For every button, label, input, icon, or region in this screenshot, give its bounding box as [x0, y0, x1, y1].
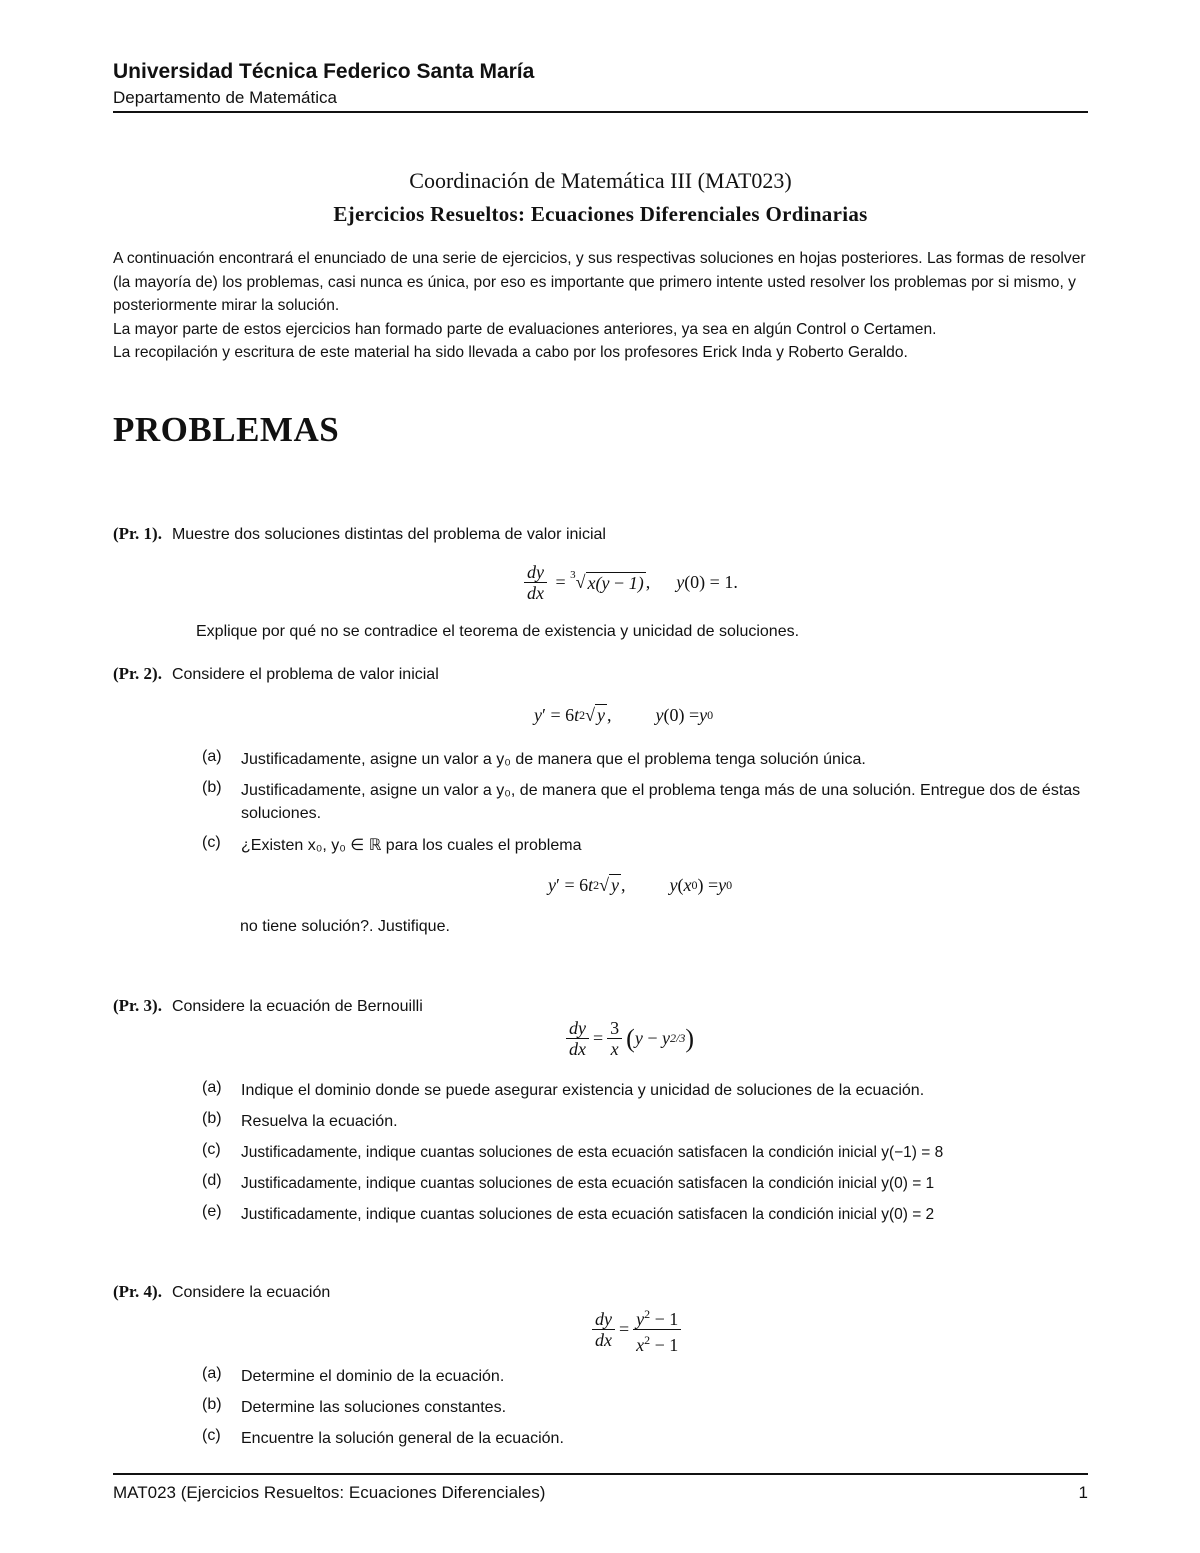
item-text: Justificadamente, asigne un valor a y₀ de manera que el problema tenga solución única. [241, 751, 866, 768]
header-rule [113, 111, 1088, 113]
item-text: Justificadamente, indique cuantas soluciones de esta ecuación satisfacen la condición inicial y(−1) = 8 [241, 1144, 944, 1161]
item-label: (a) [202, 1365, 222, 1382]
item-text: Determine el dominio de la ecuación. [241, 1368, 505, 1385]
item-text: ¿Existen x₀, y₀ ∈ ℝ para los cuales el problema [241, 837, 582, 854]
problem-1-statement [113, 524, 606, 544]
item-text: Justificadamente, indique cuantas soluciones de esta ecuación satisfacen la condición inicial y(0) = 2 [241, 1206, 935, 1223]
problem-2-closing: no tiene solución?. Justifique. [240, 918, 450, 935]
item-label: (d) [202, 1172, 222, 1189]
problem-1-note: Explique por qué no se contradice el teorema de existencia y unicidad de soluciones. [196, 623, 800, 640]
problem-3-statement [113, 996, 423, 1016]
document-title: Ejercicios Resueltos: Ecuaciones Diferenciales Ordinarias [333, 202, 868, 226]
item-text: Justificadamente, asigne un valor a y₀, de manera que el problema tenga más de una solución. Entregue dos de éstas soluciones. [241, 782, 1081, 822]
problem-2-statement [113, 664, 439, 684]
problem-text: Muestre dos soluciones distintas del problema de valor inicial [171, 526, 606, 543]
equation-p4: $\frac{dy}{dx}$ = $\frac{y^2 - 1}{x^2 - 1}$ [588, 1304, 685, 1355]
item-label: (c) [202, 1141, 221, 1158]
item-label: (b) [202, 779, 222, 796]
problem-text: Considere la ecuación [171, 1284, 331, 1301]
problem-text: Considere la ecuación de Bernouilli [171, 998, 423, 1015]
footer-rule [113, 1473, 1088, 1475]
item-label: (a) [202, 1079, 222, 1096]
intro-paragraph: A continuación encontrará el enunciado de una serie de ejercicios, y sus respectivas soluciones en hojas posteriores. Las formas de resolver (la mayoría de) los problemas, casi nunca es única, por eso es importante que primero intente usted resolver los problemas por si mismo, y posteriormente mirar la solución. [113, 250, 1086, 314]
item-text: Determine las soluciones constantes. [241, 1399, 507, 1416]
section-title: PROBLEMAS [113, 410, 340, 449]
intro-text [113, 247, 1088, 365]
item-text: Encuentre la solución general de la ecuación. [241, 1430, 564, 1447]
department-name: Departamento de Matemática [113, 88, 337, 107]
problem-4-statement [113, 1282, 330, 1302]
item-label: (c) [202, 834, 221, 851]
item-text: Justificadamente, indique cuantas soluciones de esta ecuación satisfacen la condición inicial y(0) = 1 [241, 1175, 935, 1192]
item-text: Indique el dominio donde se puede asegurar existencia y unicidad de soluciones de la ecuación. [241, 1082, 925, 1099]
footer-text: MAT023 (Ejercicios Resueltos: Ecuaciones Diferenciales) [113, 1483, 546, 1502]
course-title: Coordinación de Matemática III (MAT023) [409, 168, 792, 193]
item-label: (e) [202, 1203, 222, 1220]
item-label: (a) [202, 748, 222, 765]
equation-p2: y ′ = 6 t 2 √ y , y (0) = y 0 [534, 704, 714, 725]
equation-p2c: y ′ = 6 t 2 √ y , y ( x 0 ) = y 0 [548, 874, 733, 895]
item-label: (c) [202, 1427, 221, 1444]
item-text: Resuelva la ecuación. [241, 1113, 398, 1130]
equation-p3: $\frac{dy}{dx}$ = $\frac{3}{x}$ ( y − y 2/3 ) [562, 1018, 694, 1059]
item-label: (b) [202, 1110, 222, 1127]
problem-label: (Pr. 2). [113, 664, 162, 683]
equation-p1: $\frac{dy}{dx}$ = 3 √ x(y − 1) , y (0) = 1. [520, 562, 738, 603]
problem-label: (Pr. 1). [113, 524, 162, 543]
intro-paragraph: La recopilación y escritura de este material ha sido llevada a cabo por los profesores Erick Inda y Roberto Geraldo. [113, 344, 908, 361]
item-label: (b) [202, 1396, 222, 1413]
university-name: Universidad Técnica Federico Santa María [113, 60, 535, 83]
page-number: 1 [1078, 1483, 1088, 1502]
problem-label: (Pr. 4). [113, 1282, 162, 1301]
problem-label: (Pr. 3). [113, 996, 162, 1015]
intro-paragraph: La mayor parte de estos ejercicios han formado parte de evaluaciones anteriores, ya sea en algún Control o Certamen. [113, 320, 937, 338]
problem-text: Considere el problema de valor inicial [171, 666, 439, 683]
